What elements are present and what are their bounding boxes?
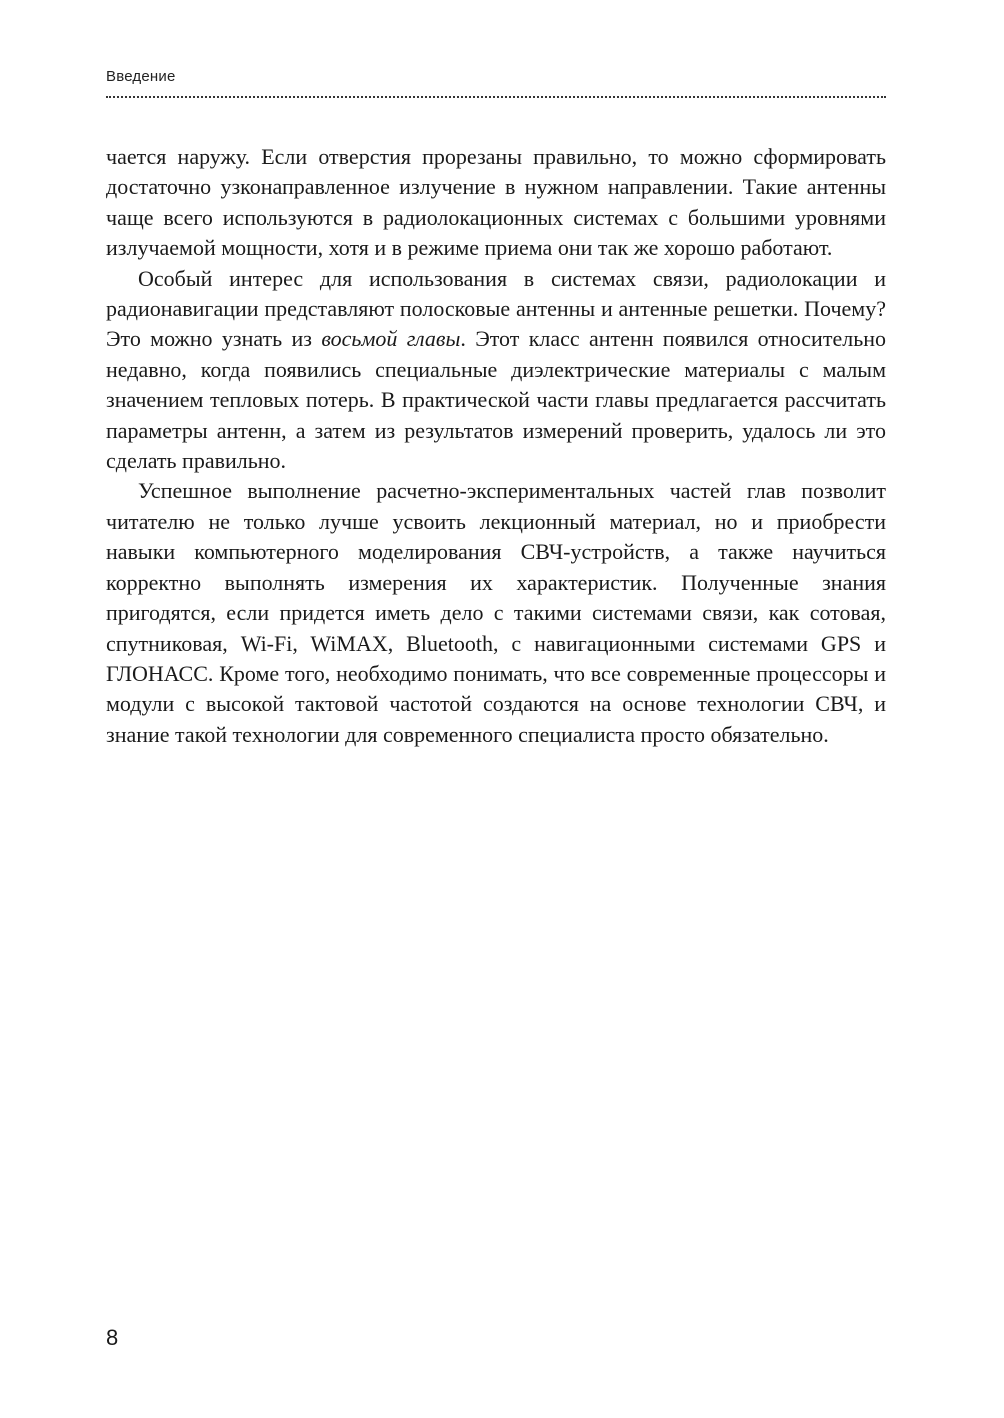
paragraph-2-text-before: Особый интерес для использования в системах связи, радиолокации и радионавигации представляют полосковые антенны и антенные решетки. Почему? Это можно узнать из bbox=[106, 265, 886, 352]
paragraph-2-emphasis: восьмой главы bbox=[321, 326, 461, 352]
body-text bbox=[106, 142, 886, 750]
paragraph-2 bbox=[106, 264, 886, 477]
paragraph-2-text-after: . Этот класс антенн появился относительно недавно, когда появились специальные диэлектрические материалы с малым значением тепловых потерь. В практической части главы предлагается рассчитать параметры антенн, а затем из результатов измерений проверить, удалось ли это сделать правильно. bbox=[106, 326, 886, 474]
page-number: 8 bbox=[106, 1325, 119, 1350]
paragraph-3: Успешное выполнение расчетно-экспериментальных частей глав позволит читателю не только лучше усвоить лекционный материал, но и приобрести навыки компьютерного моделирования СВЧ-устройств, а также научиться корректно выполнять измерения их характеристик. Полученные знания пригодятся, если придется иметь дело с такими системами связи, как сотовая, спутниковая, Wi-Fi, WiMAX, Bluetooth, с навигационными системами GPS и ГЛОНАСС. Кроме того, необходимо понимать, что все современные процессоры и модули с высокой тактовой частотой создаются на основе технологии СВЧ, и знание такой технологии для современного специалиста просто обязательно. bbox=[106, 478, 886, 747]
running-head: Введение bbox=[106, 68, 176, 85]
header-dotted-rule bbox=[106, 96, 886, 98]
paragraph-1: чается наружу. Если отверстия прорезаны правильно, то можно сформировать достаточно узконаправленное излучение в нужном направлении. Такие антенны чаще всего используются в радиолокационных системах с большими уровнями излучаемой мощности, хотя и в режиме приема они так же хорошо работают. bbox=[106, 144, 886, 261]
page-header bbox=[106, 68, 886, 98]
